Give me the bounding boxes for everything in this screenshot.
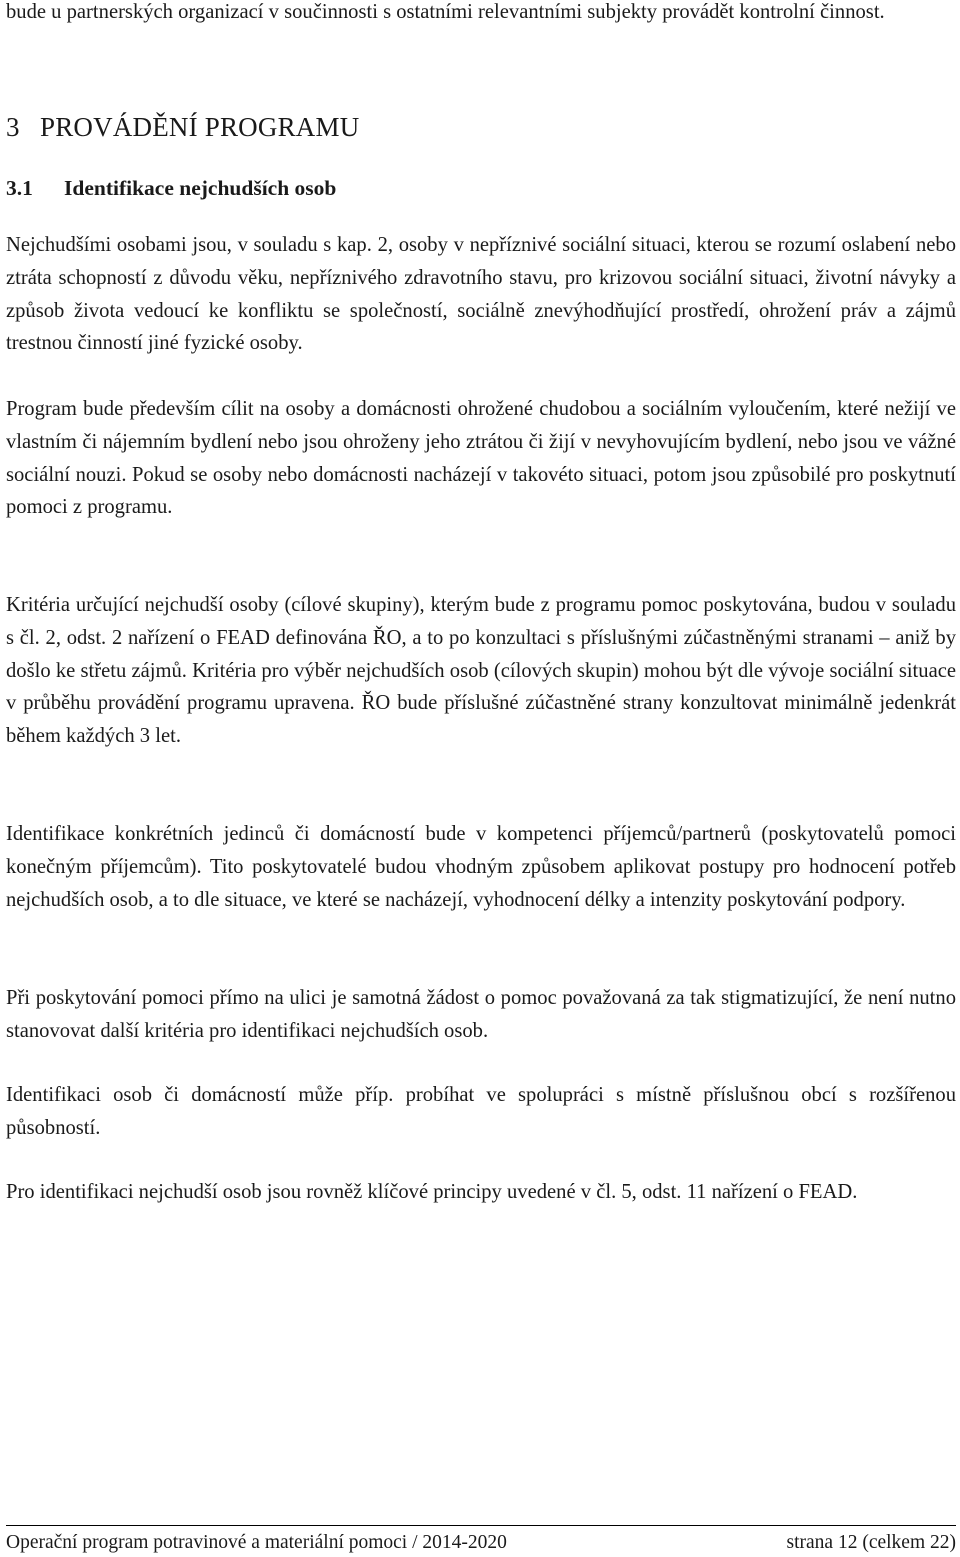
footer-program-title: Operační program potravinové a materiální pomoci / 2014-2020 <box>6 1532 507 1553</box>
paragraph-target-groups: Program bude především cílit na osoby a domácnosti ohrožené chudobou a sociálním vyloučením, které nežijí ve vlastním či nájemním bydlení nebo jsou ohroženy jeho ztrátou či žijí v nevyhovujícím bydlení, nebo jsou ve vážné sociální nouzi. Pokud se osoby nebo domácnosti nacházejí v takovéto situaci, potom jsou způsobilé pro poskytnutí pomoci z programu. <box>6 398 956 519</box>
subsection-heading <box>6 176 336 201</box>
intro-paragraph: bude u partnerských organizací v součinnosti s ostatními relevantními subjekty provádět kontrolní činnost. <box>6 1 885 23</box>
section-title: PROVÁDĚNÍ PROGRAMU <box>40 112 360 142</box>
paragraph-definition: Nejchudšími osobami jsou, v souladu s kap. 2, osoby v nepříznivé sociální situaci, kterou se rozumí oslabení nebo ztráta schopností z důvodu věku, nepříznivého zdravotního stavu, pro krizovou sociální situaci, životní návyky a způsob života vedoucí ke konfliktu se společností, sociálně znevýhodňující prostředí, ohrožení práv a zájmů trestnou činností jiné fyzické osoby. <box>6 234 956 355</box>
section-number: 3 <box>6 112 20 142</box>
subsection-number: 3.1 <box>6 176 33 200</box>
paragraph-criteria: Kritéria určující nejchudší osoby (cílové skupiny), kterým bude z programu pomoc poskytována, budou v souladu s čl. 2, odst. 2 nařízení o FEAD definována ŘO, a to po konzultaci s příslušnými zúčastněnými stranami – aniž by došlo ke střetu zájmů. Kritéria pro výběr nejchudších osob (cílových skupin) mohou být dle vývoje sociální situace v průběhu provádění programu upravena. ŘO bude příslušné zúčastněné strany konzultovat minimálně jedenkrát během každých 3 let. <box>6 594 956 748</box>
paragraph-identification: Identifikace konkrétních jedinců či domácností bude v kompetenci příjemců/partnerů (poskytovatelů pomoci konečným příjemcům). Tito poskytovatelé budou vhodným způsobem aplikovat postupy pro hodnocení potřeb nejchudších osob, a to dle situace, ve které se nacházejí, vyhodnocení délky a intenzity poskytování podpory. <box>6 823 956 911</box>
footer-page-number: strana 12 (celkem 22) <box>786 1532 956 1553</box>
paragraph-municipality: Identifikaci osob či domácností může příp. probíhat ve spolupráci s místně příslušnou obcí s rozšířenou působností. <box>6 1084 956 1139</box>
paragraph-principles: Pro identifikaci nejchudší osob jsou rovněž klíčové principy uvedené v čl. 5, odst. 11 nařízení o FEAD. <box>6 1181 858 1203</box>
section-heading <box>6 112 359 143</box>
paragraph-street-help: Při poskytování pomoci přímo na ulici je samotná žádost o pomoc považovaná za tak stigmatizující, že není nutno stanovovat další kritéria pro identifikaci nejchudších osob. <box>6 987 956 1042</box>
page-footer <box>6 1525 956 1557</box>
subsection-title: Identifikace nejchudších osob <box>64 176 337 200</box>
